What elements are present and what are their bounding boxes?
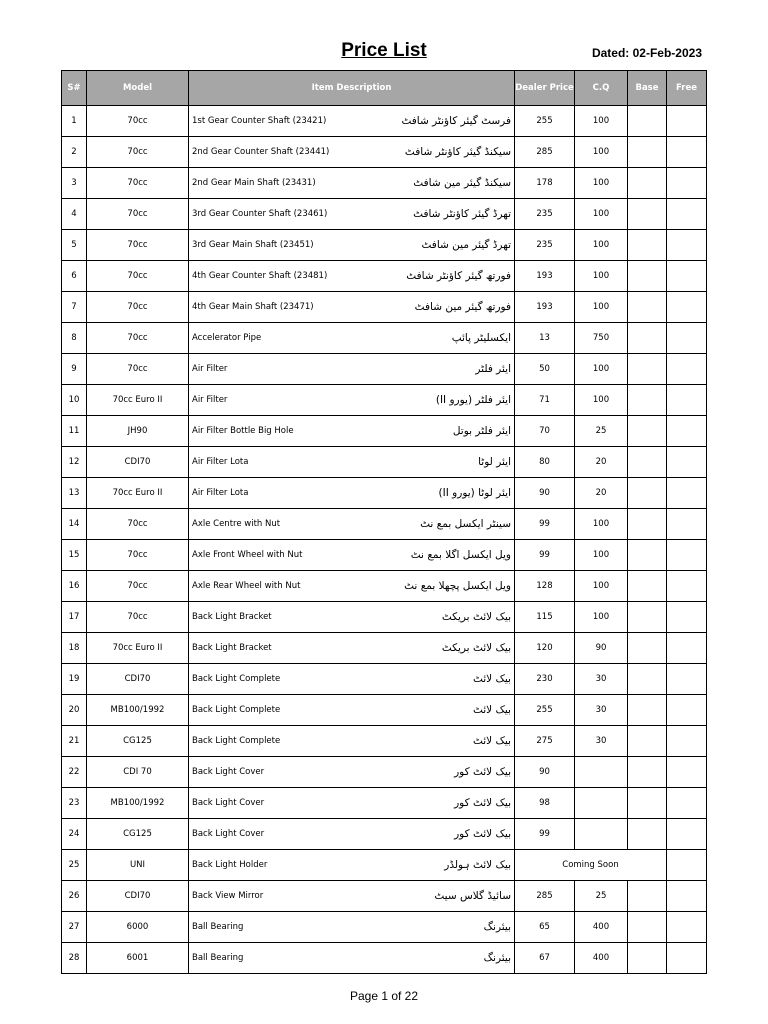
description-english: 3rd Gear Main Shaft (23451) xyxy=(192,240,314,250)
cell-free xyxy=(667,106,707,137)
cell-dealer-price: 193 xyxy=(515,261,575,292)
cell-base xyxy=(628,478,667,509)
cell-description xyxy=(189,199,515,230)
cell-free xyxy=(667,850,707,881)
cell-sno: 28 xyxy=(62,943,87,974)
cell-description xyxy=(189,106,515,137)
cell-cq: 100 xyxy=(575,137,628,168)
cell-sno: 9 xyxy=(62,354,87,385)
description-english: Air Filter Lota xyxy=(192,488,249,498)
description-urdu: فورتھ گیئر کاؤنٹر شافٹ xyxy=(406,270,511,282)
cell-model: 70cc Euro II xyxy=(87,385,189,416)
cell-free xyxy=(667,664,707,695)
cell-free xyxy=(667,633,707,664)
cell-description xyxy=(189,137,515,168)
cell-model: CDI70 xyxy=(87,664,189,695)
cell-base xyxy=(628,106,667,137)
cell-dealer-price: 65 xyxy=(515,912,575,943)
cell-base xyxy=(628,199,667,230)
cell-dealer-price: 67 xyxy=(515,943,575,974)
cell-base xyxy=(628,912,667,943)
cell-description xyxy=(189,726,515,757)
cell-sno: 14 xyxy=(62,509,87,540)
table-row xyxy=(62,664,707,695)
cell-description xyxy=(189,168,515,199)
table-row xyxy=(62,292,707,323)
cell-sno: 18 xyxy=(62,633,87,664)
cell-free xyxy=(667,354,707,385)
cell-free xyxy=(667,881,707,912)
cell-cq: 100 xyxy=(575,571,628,602)
description-english: Air Filter Lota xyxy=(192,457,249,467)
description-english: Back Light Holder xyxy=(192,860,268,870)
cell-sno: 13 xyxy=(62,478,87,509)
cell-dealer-price: 255 xyxy=(515,106,575,137)
description-urdu: ویل ایکسل اگلا بمع نٹ xyxy=(410,549,511,561)
description-english: 4th Gear Main Shaft (23471) xyxy=(192,302,314,312)
cell-model: 70cc xyxy=(87,540,189,571)
description-urdu: بیک لائٹ کور xyxy=(454,797,511,809)
cell-sno: 4 xyxy=(62,199,87,230)
table-row xyxy=(62,106,707,137)
cell-cq: 400 xyxy=(575,912,628,943)
cell-cq: 100 xyxy=(575,292,628,323)
table-row xyxy=(62,509,707,540)
cell-model: 70cc Euro II xyxy=(87,633,189,664)
cell-model: CG125 xyxy=(87,726,189,757)
description-urdu: ایئر لوٹا xyxy=(478,456,511,468)
cell-sno: 7 xyxy=(62,292,87,323)
cell-free xyxy=(667,447,707,478)
description-english: Back Light Bracket xyxy=(192,612,272,622)
cell-model: 70cc xyxy=(87,261,189,292)
cell-sno: 22 xyxy=(62,757,87,788)
cell-free xyxy=(667,540,707,571)
cell-sno: 26 xyxy=(62,881,87,912)
description-english: Ball Bearing xyxy=(192,922,244,932)
cell-sno: 17 xyxy=(62,602,87,633)
cell-model: JH90 xyxy=(87,416,189,447)
cell-description xyxy=(189,416,515,447)
cell-free xyxy=(667,757,707,788)
cell-free xyxy=(667,385,707,416)
cell-dealer-price: 13 xyxy=(515,323,575,354)
cell-base xyxy=(628,323,667,354)
cell-coming-soon: Coming Soon xyxy=(515,850,667,881)
description-urdu: بیک لائٹ کور xyxy=(454,766,511,778)
cell-model: 6000 xyxy=(87,912,189,943)
cell-description xyxy=(189,602,515,633)
cell-sno: 21 xyxy=(62,726,87,757)
description-urdu: سائیڈ گلاس سیٹ xyxy=(434,890,511,902)
table-row xyxy=(62,137,707,168)
cell-cq: 25 xyxy=(575,416,628,447)
table-row xyxy=(62,168,707,199)
table-row xyxy=(62,354,707,385)
cell-free xyxy=(667,261,707,292)
cell-description xyxy=(189,695,515,726)
table-row xyxy=(62,416,707,447)
cell-description xyxy=(189,292,515,323)
cell-model: 70cc xyxy=(87,137,189,168)
cell-dealer-price: 99 xyxy=(515,509,575,540)
cell-cq: 100 xyxy=(575,199,628,230)
description-english: Air Filter Bottle Big Hole xyxy=(192,426,294,436)
description-english: Back Light Cover xyxy=(192,829,265,839)
description-urdu: بیک لائٹ بریکٹ xyxy=(441,611,511,623)
description-urdu: بیئرنگ xyxy=(483,952,511,964)
cell-model: 70cc xyxy=(87,199,189,230)
cell-cq: 100 xyxy=(575,385,628,416)
table-row xyxy=(62,633,707,664)
description-urdu: سیکنڈ گیئر کاؤنٹر شافٹ xyxy=(404,146,511,158)
description-english: 2nd Gear Main Shaft (23431) xyxy=(192,178,316,188)
header-base: Base xyxy=(628,71,667,106)
cell-cq xyxy=(575,788,628,819)
cell-model: 6001 xyxy=(87,943,189,974)
cell-free xyxy=(667,292,707,323)
cell-sno: 16 xyxy=(62,571,87,602)
cell-base xyxy=(628,261,667,292)
cell-model: 70cc Euro II xyxy=(87,478,189,509)
cell-base xyxy=(628,385,667,416)
table-row xyxy=(62,571,707,602)
cell-sno: 11 xyxy=(62,416,87,447)
cell-base xyxy=(628,633,667,664)
cell-base xyxy=(628,230,667,261)
cell-cq: 400 xyxy=(575,943,628,974)
cell-description xyxy=(189,850,515,881)
cell-model: 70cc xyxy=(87,602,189,633)
cell-free xyxy=(667,137,707,168)
cell-model: MB100/1992 xyxy=(87,788,189,819)
cell-base xyxy=(628,354,667,385)
cell-description xyxy=(189,912,515,943)
cell-cq: 20 xyxy=(575,478,628,509)
cell-sno: 27 xyxy=(62,912,87,943)
table-row xyxy=(62,478,707,509)
table-row xyxy=(62,261,707,292)
header-model: Model xyxy=(87,71,189,106)
cell-model: CDI 70 xyxy=(87,757,189,788)
description-urdu: ایئر فلٹر بوتل xyxy=(452,425,511,437)
cell-description xyxy=(189,323,515,354)
cell-base xyxy=(628,292,667,323)
table-row xyxy=(62,757,707,788)
cell-dealer-price: 120 xyxy=(515,633,575,664)
table-row xyxy=(62,881,707,912)
cell-free xyxy=(667,478,707,509)
cell-model: 70cc xyxy=(87,230,189,261)
cell-free xyxy=(667,695,707,726)
table-row xyxy=(62,230,707,261)
table-row xyxy=(62,912,707,943)
description-urdu: ایئر لوٹا (یورو II) xyxy=(438,487,511,499)
cell-description xyxy=(189,633,515,664)
table-row xyxy=(62,850,707,881)
cell-cq xyxy=(575,757,628,788)
cell-free xyxy=(667,943,707,974)
cell-cq: 90 xyxy=(575,633,628,664)
cell-base xyxy=(628,602,667,633)
description-urdu: بیک لائٹ xyxy=(472,735,511,747)
table-row xyxy=(62,447,707,478)
cell-base xyxy=(628,757,667,788)
cell-sno: 3 xyxy=(62,168,87,199)
cell-dealer-price: 230 xyxy=(515,664,575,695)
cell-dealer-price: 193 xyxy=(515,292,575,323)
cell-dealer-price: 235 xyxy=(515,230,575,261)
header-dealer-price: Dealer Price xyxy=(515,71,575,106)
cell-cq: 100 xyxy=(575,168,628,199)
description-urdu: بیک لائٹ xyxy=(472,673,511,685)
cell-dealer-price: 70 xyxy=(515,416,575,447)
description-urdu: بیک لائٹ xyxy=(472,704,511,716)
description-english: Axle Front Wheel with Nut xyxy=(192,550,303,560)
cell-base xyxy=(628,788,667,819)
cell-sno: 19 xyxy=(62,664,87,695)
cell-description xyxy=(189,478,515,509)
cell-free xyxy=(667,199,707,230)
cell-sno: 2 xyxy=(62,137,87,168)
cell-model: CG125 xyxy=(87,819,189,850)
cell-cq: 20 xyxy=(575,447,628,478)
cell-cq: 100 xyxy=(575,509,628,540)
cell-description xyxy=(189,664,515,695)
cell-model: CDI70 xyxy=(87,881,189,912)
cell-free xyxy=(667,819,707,850)
cell-base xyxy=(628,726,667,757)
cell-model: 70cc xyxy=(87,168,189,199)
cell-free xyxy=(667,416,707,447)
cell-model: 70cc xyxy=(87,323,189,354)
cell-description xyxy=(189,261,515,292)
page-title: Price List xyxy=(341,40,427,61)
cell-description xyxy=(189,447,515,478)
cell-description xyxy=(189,788,515,819)
description-english: Air Filter xyxy=(192,364,228,374)
cell-model: CDI70 xyxy=(87,447,189,478)
date-label: Dated: 02-Feb-2023 xyxy=(591,46,702,60)
cell-description xyxy=(189,509,515,540)
table-row xyxy=(62,695,707,726)
cell-dealer-price: 71 xyxy=(515,385,575,416)
cell-model: MB100/1992 xyxy=(87,695,189,726)
header-free: Free xyxy=(667,71,707,106)
description-urdu: بیک لائٹ بریکٹ xyxy=(441,642,511,654)
cell-dealer-price: 80 xyxy=(515,447,575,478)
cell-cq: 100 xyxy=(575,354,628,385)
description-urdu: فرسٹ گیئر کاؤنٹر شافٹ xyxy=(401,115,511,127)
header-sno: S# xyxy=(62,71,87,106)
description-english: Back Light Cover xyxy=(192,798,265,808)
description-urdu: تھرڈ گیئر کاؤنٹر شافٹ xyxy=(413,208,511,220)
description-english: Back Light Complete xyxy=(192,736,281,746)
cell-cq: 100 xyxy=(575,261,628,292)
cell-free xyxy=(667,726,707,757)
cell-sno: 25 xyxy=(62,850,87,881)
cell-base xyxy=(628,416,667,447)
cell-dealer-price: 99 xyxy=(515,540,575,571)
description-english: Back Light Complete xyxy=(192,705,281,715)
description-english: Back Light Cover xyxy=(192,767,265,777)
cell-base xyxy=(628,819,667,850)
cell-sno: 15 xyxy=(62,540,87,571)
table-row xyxy=(62,602,707,633)
cell-base xyxy=(628,540,667,571)
table-row xyxy=(62,323,707,354)
description-urdu: فورتھ گیئر مین شافٹ xyxy=(414,301,511,313)
cell-model: UNI xyxy=(87,850,189,881)
cell-cq: 100 xyxy=(575,602,628,633)
description-urdu: بیک لائٹ کور xyxy=(454,828,511,840)
cell-free xyxy=(667,230,707,261)
cell-base xyxy=(628,695,667,726)
cell-dealer-price: 285 xyxy=(515,881,575,912)
description-english: 2nd Gear Counter Shaft (23441) xyxy=(192,147,330,157)
table-row xyxy=(62,199,707,230)
table-row xyxy=(62,943,707,974)
description-urdu: تھرڈ گیئر مین شافٹ xyxy=(421,239,511,251)
cell-description xyxy=(189,757,515,788)
table-row xyxy=(62,726,707,757)
cell-dealer-price: 90 xyxy=(515,757,575,788)
cell-cq: 30 xyxy=(575,726,628,757)
cell-description xyxy=(189,354,515,385)
cell-dealer-price: 99 xyxy=(515,819,575,850)
cell-cq: 750 xyxy=(575,323,628,354)
cell-cq: 30 xyxy=(575,695,628,726)
cell-base xyxy=(628,168,667,199)
cell-free xyxy=(667,571,707,602)
cell-sno: 20 xyxy=(62,695,87,726)
description-english: Back Light Bracket xyxy=(192,643,272,653)
cell-description xyxy=(189,943,515,974)
description-urdu: ویل ایکسل پچھلا بمع نٹ xyxy=(404,580,511,592)
cell-dealer-price: 115 xyxy=(515,602,575,633)
cell-sno: 1 xyxy=(62,106,87,137)
description-english: Back Light Complete xyxy=(192,674,281,684)
cell-sno: 23 xyxy=(62,788,87,819)
description-urdu: ایکسلیٹر پائپ xyxy=(451,332,511,344)
cell-free xyxy=(667,602,707,633)
description-urdu: سینٹر ایکسل بمع نٹ xyxy=(420,518,511,530)
cell-cq: 30 xyxy=(575,664,628,695)
description-english: 1st Gear Counter Shaft (23421) xyxy=(192,116,327,126)
description-urdu: ایئر فلٹر (یورو II) xyxy=(435,394,511,406)
cell-base xyxy=(628,881,667,912)
cell-sno: 6 xyxy=(62,261,87,292)
cell-model: 70cc xyxy=(87,106,189,137)
cell-model: 70cc xyxy=(87,354,189,385)
cell-model: 70cc xyxy=(87,509,189,540)
header-description: Item Description xyxy=(189,71,515,106)
description-english: Air Filter xyxy=(192,395,228,405)
cell-free xyxy=(667,323,707,354)
cell-model: 70cc xyxy=(87,571,189,602)
description-english: Ball Bearing xyxy=(192,953,244,963)
cell-free xyxy=(667,509,707,540)
cell-base xyxy=(628,137,667,168)
description-english: Axle Centre with Nut xyxy=(192,519,281,529)
cell-description xyxy=(189,819,515,850)
cell-description xyxy=(189,881,515,912)
cell-sno: 8 xyxy=(62,323,87,354)
cell-description xyxy=(189,571,515,602)
description-urdu: بیک لائٹ ہولڈر xyxy=(444,859,511,871)
table-row xyxy=(62,788,707,819)
cell-description xyxy=(189,385,515,416)
description-english: Accelerator Pipe xyxy=(192,333,262,343)
cell-base xyxy=(628,447,667,478)
cell-model: 70cc xyxy=(87,292,189,323)
description-urdu: بیئرنگ xyxy=(483,921,511,933)
table-row xyxy=(62,819,707,850)
cell-free xyxy=(667,168,707,199)
table-row xyxy=(62,385,707,416)
description-english: 3rd Gear Counter Shaft (23461) xyxy=(192,209,328,219)
description-english: Axle Rear Wheel with Nut xyxy=(192,581,301,591)
cell-dealer-price: 128 xyxy=(515,571,575,602)
description-urdu: سیکنڈ گیئر مین شافٹ xyxy=(413,177,511,189)
cell-dealer-price: 50 xyxy=(515,354,575,385)
description-english: 4th Gear Counter Shaft (23481) xyxy=(192,271,328,281)
cell-cq: 25 xyxy=(575,881,628,912)
cell-dealer-price: 235 xyxy=(515,199,575,230)
cell-free xyxy=(667,788,707,819)
cell-description xyxy=(189,540,515,571)
cell-sno: 5 xyxy=(62,230,87,261)
price-table xyxy=(61,70,707,974)
table-row xyxy=(62,540,707,571)
cell-sno: 24 xyxy=(62,819,87,850)
cell-dealer-price: 178 xyxy=(515,168,575,199)
cell-free xyxy=(667,912,707,943)
cell-base xyxy=(628,943,667,974)
cell-dealer-price: 275 xyxy=(515,726,575,757)
cell-dealer-price: 255 xyxy=(515,695,575,726)
cell-description xyxy=(189,230,515,261)
cell-cq: 100 xyxy=(575,106,628,137)
header-cq: C.Q xyxy=(575,71,628,106)
cell-sno: 12 xyxy=(62,447,87,478)
cell-dealer-price: 98 xyxy=(515,788,575,819)
cell-sno: 10 xyxy=(62,385,87,416)
cell-cq: 100 xyxy=(575,230,628,261)
cell-base xyxy=(628,509,667,540)
cell-cq: 100 xyxy=(575,540,628,571)
description-english: Back View Mirror xyxy=(192,891,264,901)
page-footer: Page 1 of 22 xyxy=(349,989,419,1003)
cell-dealer-price: 285 xyxy=(515,137,575,168)
cell-base xyxy=(628,664,667,695)
cell-dealer-price: 90 xyxy=(515,478,575,509)
cell-base xyxy=(628,571,667,602)
description-urdu: ایئر فلٹر xyxy=(475,363,511,375)
cell-cq xyxy=(575,819,628,850)
table-header-row xyxy=(62,71,707,106)
